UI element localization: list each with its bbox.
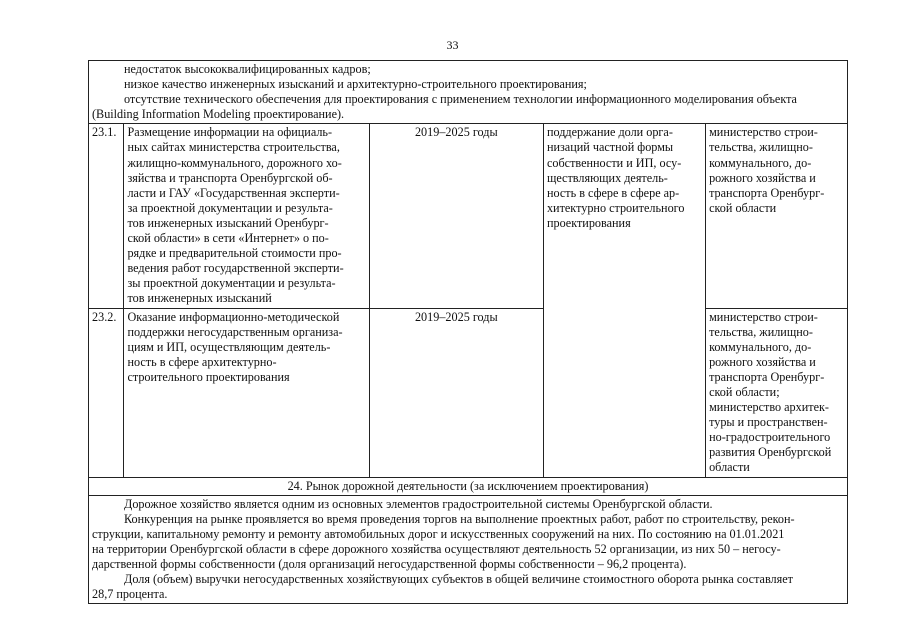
paragraph: Конкуренция на рынке проявляется во время проведения торгов на выполнение проектных работ, работ по строительству, рекон- bbox=[124, 511, 795, 526]
section-heading-row bbox=[89, 477, 848, 495]
paragraph-line: на территории Оренбургской области в сфере дорожного хозяйства осуществляют деятельность 52 организации, из них 50 – негосу- bbox=[92, 541, 781, 556]
measure-description bbox=[124, 308, 369, 477]
text-line: транспорта Оренбург- bbox=[709, 185, 825, 200]
text-line: рядке и предварительной стоимости про- bbox=[127, 246, 342, 261]
text-line: тов инженерных изысканий bbox=[127, 291, 272, 306]
section-text bbox=[89, 495, 848, 604]
text-line: ность в сфере архитектурно- bbox=[127, 354, 277, 369]
intro-cell bbox=[89, 61, 848, 124]
text-line: развития Оренбургской bbox=[709, 445, 832, 460]
text-line: рожного хозяйства и bbox=[709, 354, 816, 369]
text-line: проектирования bbox=[546, 215, 631, 230]
text-line: ность в сфере в сфере ар- bbox=[546, 185, 680, 200]
text-line: ведения работ государственной эксперти- bbox=[127, 261, 344, 276]
intro-line: (Building Information Modeling проектирование). bbox=[92, 107, 345, 122]
text-line: поддержание доли орга- bbox=[546, 125, 673, 140]
paragraph-line: дарственной формы собственности (доля организаций негосударственной формы собственности – 96,2 процента). bbox=[92, 557, 687, 571]
text-line: зы проектной документации и результа- bbox=[127, 276, 336, 291]
text-line: коммунального, до- bbox=[709, 155, 812, 170]
table-row bbox=[89, 124, 848, 308]
text-line: ской области; bbox=[709, 384, 780, 399]
text-line: области bbox=[709, 460, 750, 475]
period: 2019–2025 годы bbox=[369, 308, 543, 477]
text-line: транспорта Оренбург- bbox=[709, 369, 825, 384]
text-line: но-градостроительного bbox=[709, 430, 831, 445]
measures-table bbox=[88, 60, 848, 604]
text-line: Размещение информации на официаль- bbox=[127, 125, 333, 140]
text-line: Оказание информационно-методической bbox=[127, 309, 340, 324]
text-line: ществляющих деятель- bbox=[546, 170, 668, 185]
paragraph-line: струкции, капитальному ремонту и ремонту автомобильных дорог и искусственных сооружений на них. По состоянию на 01.01.2021 bbox=[92, 526, 785, 541]
text-line: министерство архитек- bbox=[709, 400, 829, 415]
table-row bbox=[89, 308, 848, 477]
period: 2019–2025 годы bbox=[369, 124, 543, 308]
text-line: хитектурно строительного bbox=[546, 200, 685, 215]
row-number: 23.2. bbox=[89, 308, 124, 477]
responsible-body bbox=[706, 308, 848, 477]
page-number: 33 bbox=[446, 38, 459, 52]
text-line: рожного хозяйства и bbox=[709, 170, 816, 185]
text-line: циям и ИП, осуществляющим деятель- bbox=[127, 339, 331, 354]
text-line: собственности и ИП, осу- bbox=[546, 155, 682, 170]
text-line: поддержки негосударственным организа- bbox=[127, 324, 343, 339]
text-line: тов инженерных изысканий Оренбург- bbox=[127, 215, 329, 230]
text-line: жилищно-коммунального, дорожного хо- bbox=[127, 155, 342, 170]
text-line: тельства, жилищно- bbox=[709, 324, 813, 339]
responsible-body bbox=[706, 124, 848, 308]
text-line: коммунального, до- bbox=[709, 339, 812, 354]
intro-line: недостаток высококвалифицированных кадров; bbox=[124, 62, 371, 76]
text-line: министерство строи- bbox=[709, 125, 818, 140]
text-line: ных сайтах министерства строительства, bbox=[127, 140, 340, 155]
paragraph: Доля (объем) выручки негосударственных хозяйствующих субъектов в общей величине стоимостного оборота рынка составляет bbox=[124, 572, 793, 587]
text-line: за проектной документации и результа- bbox=[127, 200, 333, 215]
paragraph: Дорожное хозяйство является одним из основных элементов градостроительной системы Оренбургской области. bbox=[124, 496, 713, 511]
section-heading: 24. Рынок дорожной деятельности (за исключением проектирования) bbox=[89, 477, 848, 495]
intro-line: низкое качество инженерных изысканий и архитектурно-строительного проектирования; bbox=[124, 77, 587, 92]
intro-line: отсутствие технического обеспечения для проектирования с применением технологии информационного моделирования объекта bbox=[124, 92, 797, 107]
intro-row bbox=[89, 61, 848, 124]
text-line: тельства, жилищно- bbox=[709, 140, 813, 155]
text-line: ской области» в сети «Интернет» о по- bbox=[127, 231, 329, 246]
text-line: министерство строи- bbox=[709, 309, 818, 324]
text-line: ласти и ГАУ «Государственная эксперти- bbox=[127, 185, 340, 200]
measure-description bbox=[124, 124, 369, 308]
text-line: туры и пространствен- bbox=[709, 415, 828, 430]
text-line: низаций частной формы bbox=[546, 140, 674, 155]
text-line: зяйства и транспорта Оренбургской об- bbox=[127, 170, 333, 185]
text-line: ской области bbox=[709, 200, 777, 215]
text-line: строительного проектирования bbox=[127, 369, 290, 384]
row-number: 23.1. bbox=[89, 124, 124, 308]
section-text-row bbox=[89, 495, 848, 604]
goal-description bbox=[543, 124, 705, 477]
paragraph-line: 28,7 процента. bbox=[92, 587, 168, 602]
